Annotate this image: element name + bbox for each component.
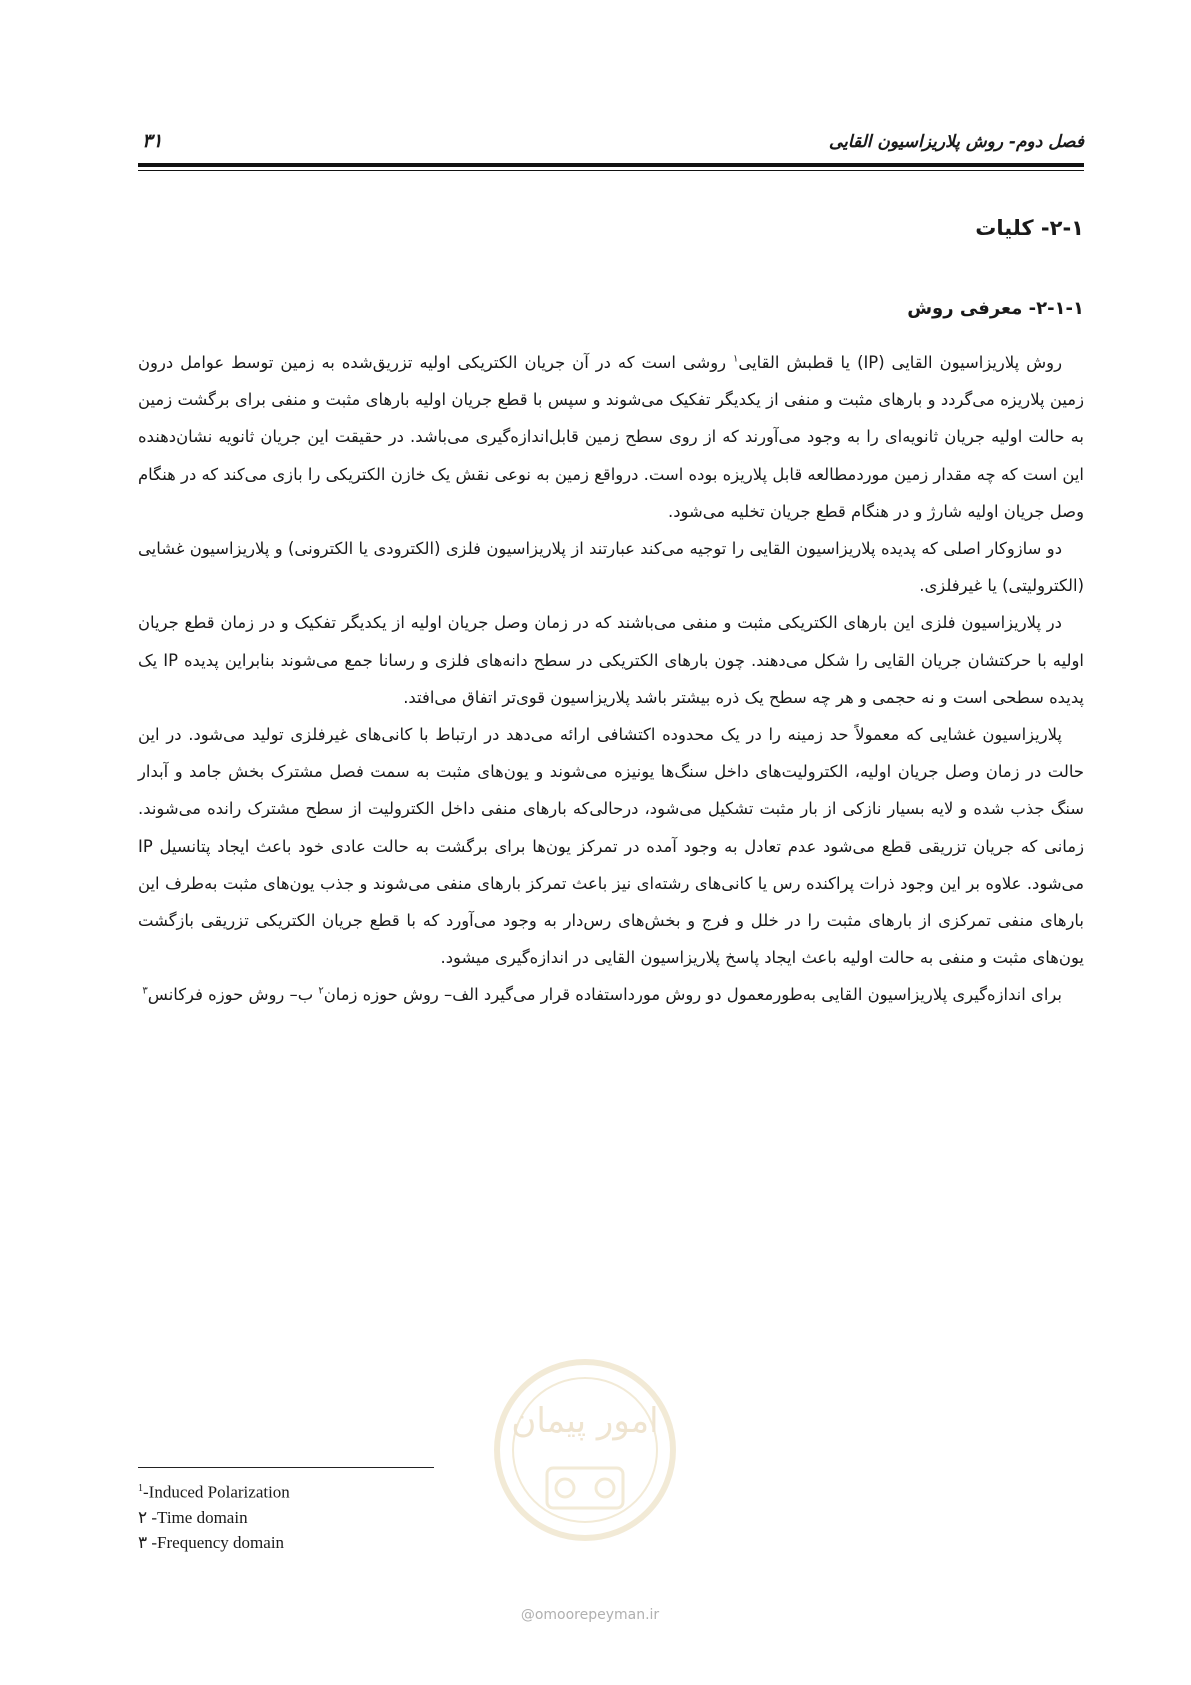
header-rule-thin <box>138 170 1084 171</box>
footnotes <box>138 1476 638 1555</box>
running-header <box>138 124 1084 160</box>
footnote-ref-1: ۱ <box>733 353 739 365</box>
paragraph-5: برای اندازه‌گیری پلاریزاسیون القایی به‌طورمعمول دو روش مورداستفاده قرار می‌گیرد الف– روش حوزه زمان$^۲$ ب– روش حوزه فرکانس$^۳$ <box>142 985 1062 1005</box>
footnote-ref-2: ۲ <box>318 985 324 997</box>
section-heading: ۲-۱- کلیات <box>975 216 1084 240</box>
footnote-2: ۲ -Time domain <box>138 1507 248 1527</box>
paragraph-1: روش پلاریزاسیون القایی (IP) یا قطبش القایی$^۱$ روشی است که در آن جریان الکتریکی اولیه تزریق‌شده به زمین توسط عوامل درون زمین پلاریزه می‌گردد و بارهای مثبت و منفی از یکدیگر تفکیک می‌شوند و سپس با قطع جریان اولیه بارهای مثبت و منفی برای برگشت زمین به حالت اولیه جریان ثانویه‌ای را به وجود می‌آورند که از روی سطح زمین قابل‌اندازه‌گیری می‌باشد. در حقیقت این جریان ثانویه نشان‌دهنده این است که چه مقدار زمین موردمطالعه قابل پلاریزه بوده است. درواقع زمین به نوعی نقش یک خازن الکتریکی را بازی می‌کند که در هنگام وصل جریان اولیه شارژ و در هنگام قطع جریان تخلیه می‌شود. <box>138 353 1084 521</box>
paragraph-4: پلاریزاسیون غشایی که معمولاً حد زمینه را در یک محدوده اکتشافی ارائه می‌دهد در ارتباط با کانی‌های غیرفلزی تولید می‌شود. در این حالت در زمان وصل جریان اولیه، الکترولیت‌های داخل سنگ‌ها یونیزه می‌شوند و یون‌های مثبت به سمت فصل مشترک بخش جامد و آبدار سنگ جذب شده و لایه بسیار نازکی از بار مثبت تشکیل می‌شود، درحالی‌که بارهای منفی داخل الکترولیت از سطح مشترک رانده می‌شوند. زمانی که جریان تزریقی قطع می‌شود عدم تعادل به وجود آمده در تمرکز یون‌ها برای برگشت به حالت عادی خود باعث ایجاد پتانسیل IP می‌شود. علاوه بر این وجود ذرات پراکنده رس یا کانی‌های رشته‌ای نیز باعث تمرکز بارهای منفی می‌شوند و جذب یون‌های مثبت به‌طرف این بارهای منفی تمرکزی از بارهای مثبت را در خلل و فرج و بخش‌های رس‌دار به وجود می‌آورد که با قطع جریان الکتریکی تزریقی بازگشت یون‌های مثبت و منفی به حالت اولیه باعث ایجاد پاسخ پلاریزاسیون القایی در اندازه‌گیری میشود. <box>138 725 1084 968</box>
page-number: ۳۱ <box>142 130 163 152</box>
footnote-rule <box>138 1467 434 1468</box>
footnote-3: ۳ -Frequency domain <box>138 1532 285 1552</box>
footnote-1: $^1$-Induced Polarization <box>138 1482 290 1502</box>
watermark-site: @omoorepeyman.ir <box>520 1607 660 1623</box>
subsection-heading: ۲-۱-۱- معرفی روش <box>907 298 1084 319</box>
watermark-logo-text: امور پیمان <box>511 1401 659 1441</box>
header-rule-thick <box>138 163 1084 167</box>
chapter-title: فصل دوم- روش پلاریزاسیون القایی <box>828 132 1084 152</box>
body-text <box>138 344 1084 1014</box>
footnote-ref-3: ۳ <box>142 985 148 997</box>
paragraph-2: دو سازوکار اصلی که پدیده پلاریزاسیون القایی را توجیه می‌کند عبارتند از پلاریزاسیون فلزی (الکترودی یا الکترونی) و پلاریزاسیون غشایی (الکترولیتی) یا غیرفلزی. <box>138 539 1084 596</box>
paragraph-3: در پلاریزاسیون فلزی این بارهای الکتریکی مثبت و منفی می‌باشند که در زمان وصل جریان اولیه از یکدیگر تفکیک و در زمان قطع جریان اولیه با حرکتشان جریان القایی را شکل می‌دهند. چون بارهای الکتریکی در سطح دانه‌های فلزی و رسانا جمع می‌شوند بنابراین پدیده IP یک پدیده سطحی است و نه حجمی و هر چه سطح یک ذره بیشتر باشد پلاریزاسیون قوی‌تر اتفاق می‌افتد. <box>138 613 1084 707</box>
